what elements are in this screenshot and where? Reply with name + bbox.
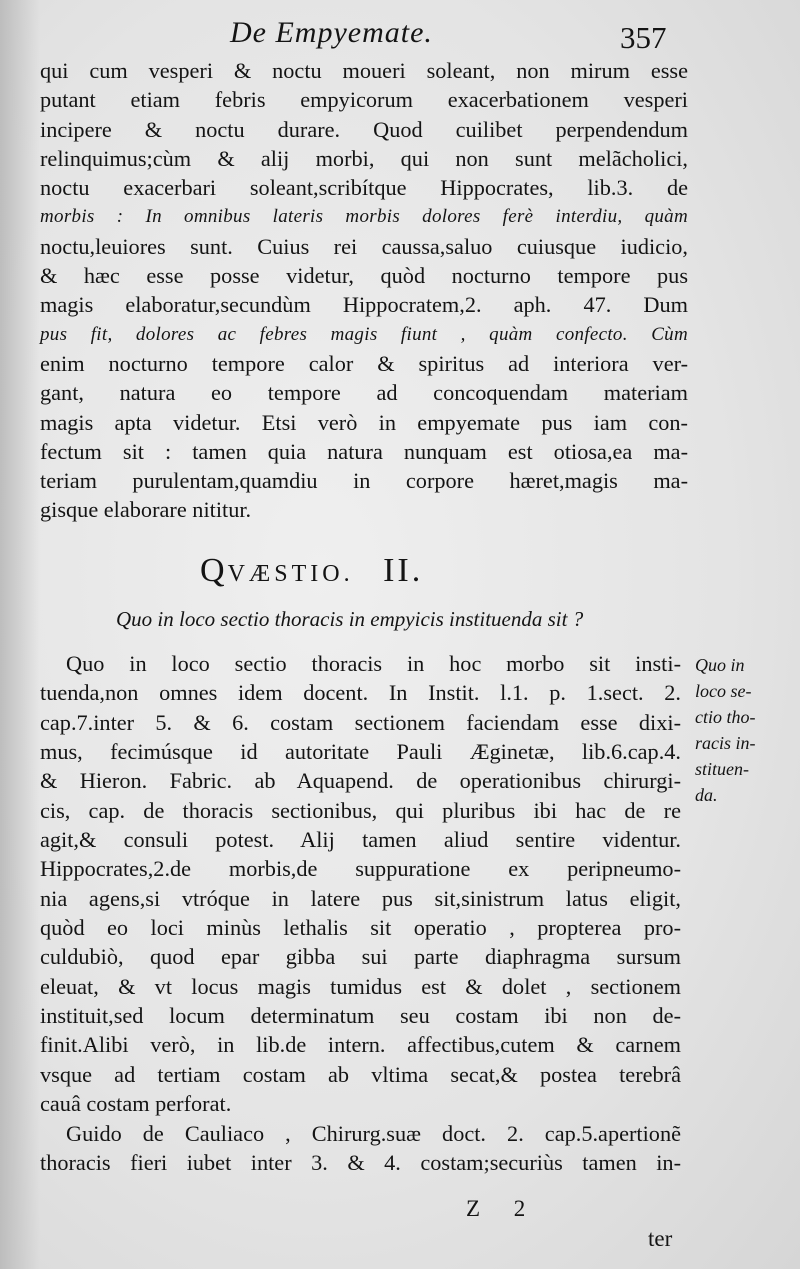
text-line: Guido de Cauliaco , Chirurg.suæ doct. 2. cap.5.apertionẽ	[66, 1120, 681, 1146]
page-gutter-shadow	[0, 0, 40, 1269]
text-line: & Hieron. Fabric. ab Aquapend. de operationibus chirurgi-	[40, 768, 681, 794]
text-line: putant etiam febris empyicorum exacerbationem vesperi	[40, 87, 688, 113]
text-line: quòd eo loci minùs lethalis sit operatio , propterea pro-	[40, 915, 681, 941]
text-line: finit.Alibi verò, in lib.de intern. affectibus,cutem & carnem	[40, 1032, 681, 1058]
paragraph-continued	[40, 56, 688, 525]
question-number: II.	[383, 552, 424, 589]
text-line: incipere & noctu durare. Quod cuilibet perpendendum	[40, 116, 688, 142]
margin-note-line: Quo in	[695, 655, 745, 675]
text-line: magis elaboratur,secundùm Hippocratem,2. aph. 47. Dum	[40, 292, 688, 318]
text-line: agit,& consuli potest. Alij tamen aliud sentire videntur.	[40, 827, 681, 853]
page-header	[0, 12, 800, 60]
margin-note-line: da.	[695, 785, 718, 805]
margin-note	[695, 652, 795, 808]
page-number: 357	[620, 20, 667, 55]
text-line: Quo in loco sectio thoracis in hoc morbo sit insti-	[66, 651, 681, 676]
text-line: noctu exacerbari soleant,scribítque Hippocrates, lib.3. de	[40, 175, 688, 201]
text-line: tuenda,non omnes idem docent. In Instit. l.1. p. 1.sect. 2.	[40, 680, 681, 706]
text-line: nia agens,si vtróque in latere pus sit,sinistrum latus eligit,	[40, 885, 681, 911]
text-line: cauâ costam perforat.	[40, 1091, 232, 1117]
text-line-italic: morbis : In omnibus lateris morbis dolores ferè interdiu, quàm	[40, 206, 688, 228]
text-line: eleuat, & vt locus magis tumidus est & dolet , sectionem	[40, 973, 681, 999]
margin-note-line: racis in-	[695, 733, 756, 753]
text-line: gant, natura eo tempore ad concoquendam materiam	[40, 380, 688, 406]
paragraph-question	[40, 649, 681, 1177]
margin-note-line: stituen-	[695, 759, 749, 779]
text-line: Hippocrates,2.de morbis,de suppuratione ex peripneumo-	[40, 856, 681, 882]
question-subtitle: Quo in loco sectio thoracis in empyicis instituenda sit ?	[116, 607, 584, 631]
question-heading	[200, 552, 423, 590]
text-line: fectum sit : tamen quia natura nunquam est otiosa,ea ma-	[40, 438, 688, 464]
text-line: gisque elaborare nititur.	[40, 497, 252, 523]
text-line: culdubiò, quod epar gibba sui parte diaphragma sursum	[40, 944, 681, 970]
text-line-italic: pus fit, dolores ac febres magis fiunt , quàm confecto. Cùm	[40, 323, 688, 345]
text-line: instituit,sed locum determinatum seu costam ibi non de-	[40, 1003, 681, 1029]
margin-note-line: ctio tho-	[695, 707, 756, 727]
text-line: magis apta videtur. Etsi verò in empyemate pus iam con-	[40, 409, 688, 435]
text-line: cap.7.inter 5. & 6. costam sectionem faciendam esse dixi-	[40, 709, 681, 735]
question-heading-word: VÆSTIO.	[227, 561, 354, 587]
text-line: & hæc esse posse videtur, quòd nocturno tempore pus	[40, 263, 688, 289]
text-line: relinquimus;cùm & alij morbi, qui non sunt melãcholici,	[40, 145, 688, 171]
text-line: cis, cap. de thoracis sectionibus, qui pluribus ibi hac de re	[40, 797, 681, 823]
text-line: noctu,leuiores sunt. Cuius rei caussa,saluo cuiusque iudicio,	[40, 233, 688, 259]
text-line: vsque ad tertiam costam ab vltima secat,& postea terebrâ	[40, 1061, 681, 1087]
margin-note-line: loco se-	[695, 681, 752, 701]
text-line: teriam purulentam,quamdiu in corpore hæret,magis ma-	[40, 468, 688, 494]
text-line: enim nocturno tempore calor & spiritus ad interiora ver-	[40, 350, 688, 376]
catchword: ter	[648, 1226, 673, 1251]
text-line: thoracis fieri iubet inter 3. & 4. costam;securiùs tamen in-	[40, 1149, 681, 1175]
text-line: qui cum vesperi & noctu moueri soleant, non mirum esse	[40, 58, 688, 83]
signature-mark: Z 2	[466, 1196, 540, 1221]
running-title: De Empyemate.	[230, 16, 433, 49]
question-heading-initial: Q	[200, 552, 228, 589]
text-line: mus, fecimúsque id autoritate Pauli Æginetæ, lib.6.cap.4.	[40, 739, 681, 765]
